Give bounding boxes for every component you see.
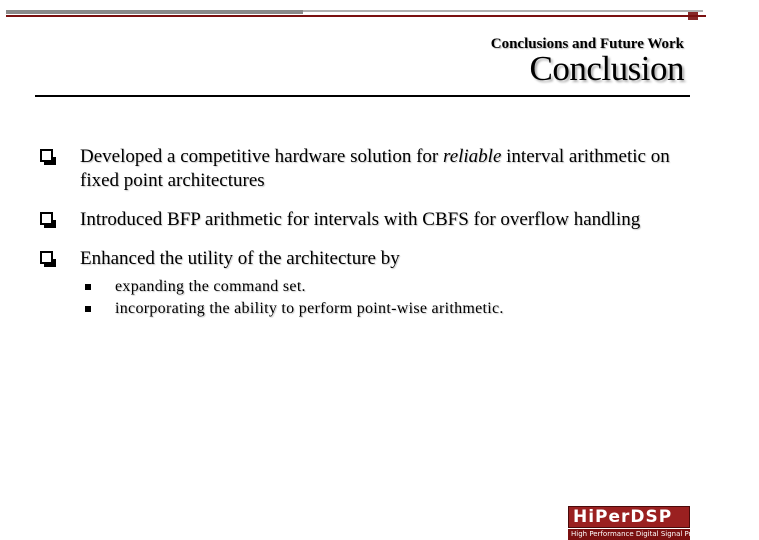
- bullet-item-1: [40, 145, 680, 193]
- top-bar-gray: [6, 10, 303, 14]
- corner-ornament: [688, 12, 698, 20]
- bullet-item-2: [40, 208, 680, 232]
- bullet-2-text: Introduced BFP arithmetic for intervals with CBFS for overflow handling: [80, 209, 641, 230]
- bullet-item-3: [40, 247, 680, 320]
- bullet-1-text-after: interval arithmetic on fixed point architectures: [80, 146, 670, 191]
- sub-bullet-list: [80, 276, 680, 320]
- bullet-1-text-before: Developed a competitive hardware solution for: [80, 146, 443, 167]
- sub-bullet-1-text: expanding the command set.: [115, 278, 306, 295]
- slide-title: Conclusion: [529, 49, 684, 88]
- sub-bullet-item-1: [80, 276, 680, 298]
- sub-bullet-2-text: incorporating the ability to perform point-wise arithmetic.: [115, 300, 504, 317]
- logo-name: HiPerDSP: [568, 506, 690, 528]
- slide-subtitle: Conclusions and Future Work: [490, 36, 684, 52]
- bullet-3-text: Enhanced the utility of the architecture by: [80, 248, 400, 269]
- top-decorative-bar: [6, 10, 706, 20]
- title-divider: [35, 95, 690, 97]
- top-bar-red: [6, 15, 706, 17]
- checkbox-bullet-icon: [40, 149, 53, 162]
- hiperdsp-logo: [568, 506, 759, 540]
- bullet-1-emphasis: reliable: [443, 146, 502, 167]
- top-bar-light: [303, 10, 703, 12]
- sub-bullet-item-2: [80, 298, 680, 320]
- bullet-list: [40, 145, 680, 335]
- logo-tagline: High Performance Digital Signal Processor Laboratory: [568, 529, 690, 540]
- checkbox-bullet-icon: [40, 212, 53, 225]
- square-bullet-icon: [85, 284, 91, 290]
- square-bullet-icon: [85, 306, 91, 312]
- checkbox-bullet-icon: [40, 251, 53, 264]
